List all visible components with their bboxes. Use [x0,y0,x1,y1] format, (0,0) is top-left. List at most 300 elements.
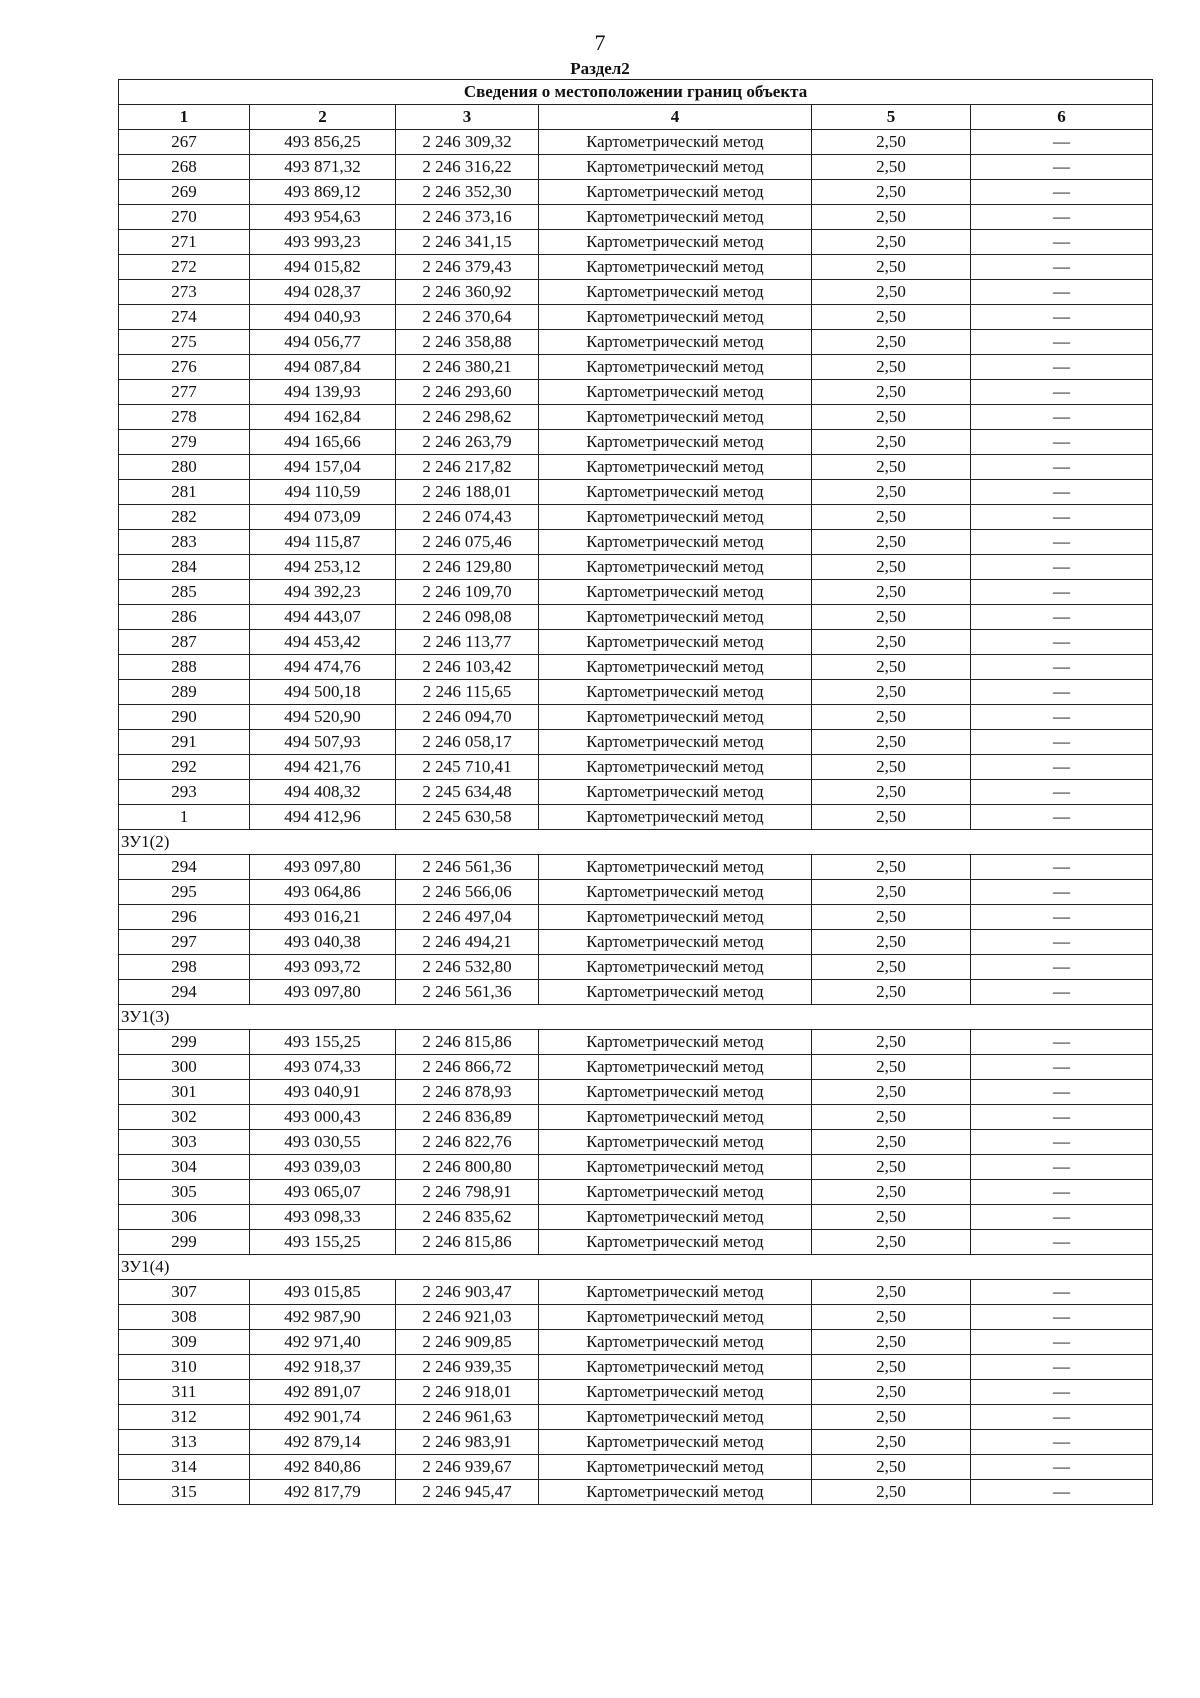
x-coordinate-cell: 494 056,77 [250,330,396,355]
table-row [119,1030,1153,1055]
method-cell: Картометрический метод [539,730,812,755]
description-cell: — [971,1155,1153,1180]
point-number-cell: 307 [119,1280,250,1305]
y-coordinate-cell: 2 246 983,91 [396,1430,539,1455]
accuracy-cell: 2,50 [812,680,971,705]
x-coordinate-cell: 492 918,37 [250,1355,396,1380]
method-cell: Картометрический метод [539,1480,812,1505]
accuracy-cell: 2,50 [812,905,971,930]
x-coordinate-cell: 493 097,80 [250,980,396,1005]
point-number-cell: 292 [119,755,250,780]
y-coordinate-cell: 2 246 494,21 [396,930,539,955]
accuracy-cell: 2,50 [812,505,971,530]
table-caption-row [119,80,1153,105]
x-coordinate-cell: 492 971,40 [250,1330,396,1355]
table-row [119,255,1153,280]
x-coordinate-cell: 493 954,63 [250,205,396,230]
accuracy-cell: 2,50 [812,605,971,630]
table-row [119,805,1153,830]
description-cell: — [971,980,1153,1005]
point-number-cell: 309 [119,1330,250,1355]
accuracy-cell: 2,50 [812,380,971,405]
method-cell: Картометрический метод [539,430,812,455]
description-cell: — [971,1330,1153,1355]
y-coordinate-cell: 2 246 115,65 [396,680,539,705]
table-row [119,355,1153,380]
description-cell: — [971,605,1153,630]
x-coordinate-cell: 493 039,03 [250,1155,396,1180]
y-coordinate-cell: 2 246 835,62 [396,1205,539,1230]
table-body [119,130,1153,1505]
accuracy-cell: 2,50 [812,230,971,255]
accuracy-cell: 2,50 [812,730,971,755]
accuracy-cell: 2,50 [812,1280,971,1305]
table-row [119,180,1153,205]
point-number-cell: 291 [119,730,250,755]
method-cell: Картометрический метод [539,905,812,930]
y-coordinate-cell: 2 246 293,60 [396,380,539,405]
y-coordinate-cell: 2 246 903,47 [396,1280,539,1305]
table-row [119,305,1153,330]
point-number-cell: 287 [119,630,250,655]
x-coordinate-cell: 494 453,42 [250,630,396,655]
accuracy-cell: 2,50 [812,930,971,955]
point-number-cell: 296 [119,905,250,930]
point-number-cell: 299 [119,1030,250,1055]
y-coordinate-cell: 2 246 866,72 [396,1055,539,1080]
table-row [119,980,1153,1005]
description-cell: — [971,330,1153,355]
y-coordinate-cell: 2 246 878,93 [396,1080,539,1105]
table-row [119,580,1153,605]
point-number-cell: 314 [119,1455,250,1480]
table-row [119,1480,1153,1505]
point-number-cell: 271 [119,230,250,255]
description-cell: — [971,405,1153,430]
accuracy-cell: 2,50 [812,305,971,330]
table-row [119,880,1153,905]
table-row [119,905,1153,930]
table-row [119,1455,1153,1480]
table-row [119,930,1153,955]
point-number-cell: 278 [119,405,250,430]
point-number-cell: 299 [119,1230,250,1255]
x-coordinate-cell: 493 155,25 [250,1230,396,1255]
description-cell: — [971,755,1153,780]
accuracy-cell: 2,50 [812,480,971,505]
point-number-cell: 283 [119,530,250,555]
accuracy-cell: 2,50 [812,1080,971,1105]
accuracy-cell: 2,50 [812,580,971,605]
y-coordinate-cell: 2 246 822,76 [396,1130,539,1155]
method-cell: Картометрический метод [539,880,812,905]
point-number-cell: 286 [119,605,250,630]
table-row [119,280,1153,305]
description-cell: — [971,455,1153,480]
description-cell: — [971,880,1153,905]
table-row [119,605,1153,630]
description-cell: — [971,705,1153,730]
table-row [119,230,1153,255]
table-row [119,555,1153,580]
x-coordinate-cell: 494 421,76 [250,755,396,780]
group-label: ЗУ1(4) [119,1255,1153,1280]
accuracy-cell: 2,50 [812,1230,971,1255]
accuracy-cell: 2,50 [812,430,971,455]
point-number-cell: 294 [119,855,250,880]
point-number-cell: 281 [119,480,250,505]
table-row [119,1130,1153,1155]
description-cell: — [971,1105,1153,1130]
method-cell: Картометрический метод [539,1130,812,1155]
method-cell: Картометрический метод [539,1030,812,1055]
table-row [119,1380,1153,1405]
accuracy-cell: 2,50 [812,705,971,730]
y-coordinate-cell: 2 246 961,63 [396,1405,539,1430]
description-cell: — [971,905,1153,930]
point-number-cell: 288 [119,655,250,680]
accuracy-cell: 2,50 [812,180,971,205]
x-coordinate-cell: 493 097,80 [250,855,396,880]
point-number-cell: 313 [119,1430,250,1455]
point-number-cell: 275 [119,330,250,355]
method-cell: Картометрический метод [539,480,812,505]
method-cell: Картометрический метод [539,1105,812,1130]
method-cell: Картометрический метод [539,380,812,405]
point-number-cell: 280 [119,455,250,480]
table-row [119,1330,1153,1355]
description-cell: — [971,205,1153,230]
y-coordinate-cell: 2 246 909,85 [396,1330,539,1355]
x-coordinate-cell: 492 901,74 [250,1405,396,1430]
description-cell: — [971,555,1153,580]
description-cell: — [971,1455,1153,1480]
table-row [119,205,1153,230]
y-coordinate-cell: 2 246 058,17 [396,730,539,755]
table-row [119,1055,1153,1080]
table-row [119,655,1153,680]
accuracy-cell: 2,50 [812,1205,971,1230]
method-cell: Картометрический метод [539,855,812,880]
x-coordinate-cell: 493 000,43 [250,1105,396,1130]
point-number-cell: 295 [119,880,250,905]
accuracy-cell: 2,50 [812,980,971,1005]
y-coordinate-cell: 2 246 379,43 [396,255,539,280]
x-coordinate-cell: 493 871,32 [250,155,396,180]
method-cell: Картометрический метод [539,155,812,180]
x-coordinate-cell: 494 412,96 [250,805,396,830]
accuracy-cell: 2,50 [812,355,971,380]
accuracy-cell: 2,50 [812,1155,971,1180]
description-cell: — [971,180,1153,205]
method-cell: Картометрический метод [539,580,812,605]
accuracy-cell: 2,50 [812,655,971,680]
accuracy-cell: 2,50 [812,1455,971,1480]
x-coordinate-cell: 494 015,82 [250,255,396,280]
y-coordinate-cell: 2 246 129,80 [396,555,539,580]
y-coordinate-cell: 2 246 370,64 [396,305,539,330]
description-cell: — [971,1205,1153,1230]
method-cell: Картометрический метод [539,455,812,480]
accuracy-cell: 2,50 [812,405,971,430]
y-coordinate-cell: 2 246 263,79 [396,430,539,455]
x-coordinate-cell: 493 093,72 [250,955,396,980]
x-coordinate-cell: 494 110,59 [250,480,396,505]
description-cell: — [971,805,1153,830]
table-row [119,380,1153,405]
accuracy-cell: 2,50 [812,1330,971,1355]
page-number: 7 [594,30,606,55]
accuracy-cell: 2,50 [812,155,971,180]
description-cell: — [971,1230,1153,1255]
x-coordinate-cell: 493 065,07 [250,1180,396,1205]
method-cell: Картометрический метод [539,130,812,155]
point-number-cell: 306 [119,1205,250,1230]
description-cell: — [971,730,1153,755]
accuracy-cell: 2,50 [812,805,971,830]
table-row [119,455,1153,480]
point-number-cell: 273 [119,280,250,305]
description-cell: — [971,155,1153,180]
description-cell: — [971,530,1153,555]
y-coordinate-cell: 2 246 360,92 [396,280,539,305]
column-header: 5 [812,105,971,130]
accuracy-cell: 2,50 [812,330,971,355]
x-coordinate-cell: 493 993,23 [250,230,396,255]
x-coordinate-cell: 494 162,84 [250,405,396,430]
point-number-cell: 298 [119,955,250,980]
column-number-row [119,105,1153,130]
x-coordinate-cell: 492 817,79 [250,1480,396,1505]
table-row [119,430,1153,455]
x-coordinate-cell: 494 115,87 [250,530,396,555]
column-header: 4 [539,105,812,130]
table-row [119,755,1153,780]
y-coordinate-cell: 2 246 358,88 [396,330,539,355]
accuracy-cell: 2,50 [812,880,971,905]
point-number-cell: 304 [119,1155,250,1180]
x-coordinate-cell: 493 040,38 [250,930,396,955]
table-row [119,480,1153,505]
x-coordinate-cell: 493 015,85 [250,1280,396,1305]
accuracy-cell: 2,50 [812,130,971,155]
point-number-cell: 270 [119,205,250,230]
y-coordinate-cell: 2 246 836,89 [396,1105,539,1130]
table-row [119,780,1153,805]
accuracy-cell: 2,50 [812,1380,971,1405]
point-number-cell: 293 [119,780,250,805]
accuracy-cell: 2,50 [812,1305,971,1330]
method-cell: Картометрический метод [539,680,812,705]
y-coordinate-cell: 2 246 109,70 [396,580,539,605]
accuracy-cell: 2,50 [812,280,971,305]
y-coordinate-cell: 2 246 798,91 [396,1180,539,1205]
point-number-cell: 310 [119,1355,250,1380]
x-coordinate-cell: 493 074,33 [250,1055,396,1080]
x-coordinate-cell: 494 500,18 [250,680,396,705]
x-coordinate-cell: 494 087,84 [250,355,396,380]
section-title: Раздел2 [570,59,630,78]
method-cell: Картометрический метод [539,205,812,230]
method-cell: Картометрический метод [539,655,812,680]
method-cell: Картометрический метод [539,1405,812,1430]
description-cell: — [971,930,1153,955]
accuracy-cell: 2,50 [812,1055,971,1080]
y-coordinate-cell: 2 246 945,47 [396,1480,539,1505]
group-label: ЗУ1(2) [119,830,1153,855]
point-number-cell: 302 [119,1105,250,1130]
y-coordinate-cell: 2 246 373,16 [396,205,539,230]
table-row [119,1405,1153,1430]
method-cell: Картометрический метод [539,630,812,655]
table-row [119,1155,1153,1180]
y-coordinate-cell: 2 246 217,82 [396,455,539,480]
y-coordinate-cell: 2 246 098,08 [396,605,539,630]
table-row [119,405,1153,430]
accuracy-cell: 2,50 [812,1355,971,1380]
accuracy-cell: 2,50 [812,630,971,655]
column-header: 6 [971,105,1153,130]
description-cell: — [971,630,1153,655]
y-coordinate-cell: 2 246 380,21 [396,355,539,380]
y-coordinate-cell: 2 246 561,36 [396,980,539,1005]
description-cell: — [971,480,1153,505]
description-cell: — [971,1180,1153,1205]
x-coordinate-cell: 494 028,37 [250,280,396,305]
table-row [119,505,1153,530]
method-cell: Картометрический метод [539,355,812,380]
method-cell: Картометрический метод [539,1305,812,1330]
method-cell: Картометрический метод [539,1155,812,1180]
y-coordinate-cell: 2 245 710,41 [396,755,539,780]
x-coordinate-cell: 493 155,25 [250,1030,396,1055]
description-cell: — [971,580,1153,605]
accuracy-cell: 2,50 [812,1130,971,1155]
description-cell: — [971,130,1153,155]
y-coordinate-cell: 2 246 800,80 [396,1155,539,1180]
table-row [119,855,1153,880]
x-coordinate-cell: 492 987,90 [250,1305,396,1330]
point-number-cell: 289 [119,680,250,705]
method-cell: Картометрический метод [539,955,812,980]
table-row [119,1280,1153,1305]
point-number-cell: 285 [119,580,250,605]
point-number-cell: 274 [119,305,250,330]
column-header: 2 [250,105,396,130]
method-cell: Картометрический метод [539,405,812,430]
point-number-cell: 308 [119,1305,250,1330]
y-coordinate-cell: 2 245 630,58 [396,805,539,830]
description-cell: — [971,1030,1153,1055]
point-number-cell: 312 [119,1405,250,1430]
point-number-cell: 1 [119,805,250,830]
x-coordinate-cell: 493 040,91 [250,1080,396,1105]
table-row [119,705,1153,730]
accuracy-cell: 2,50 [812,530,971,555]
table-row [119,1105,1153,1130]
point-number-cell: 284 [119,555,250,580]
description-cell: — [971,1130,1153,1155]
x-coordinate-cell: 493 869,12 [250,180,396,205]
method-cell: Картометрический метод [539,255,812,280]
description-cell: — [971,680,1153,705]
y-coordinate-cell: 2 246 566,06 [396,880,539,905]
y-coordinate-cell: 2 245 634,48 [396,780,539,805]
table-row [119,1230,1153,1255]
table-row [119,1430,1153,1455]
x-coordinate-cell: 494 165,66 [250,430,396,455]
x-coordinate-cell: 493 064,86 [250,880,396,905]
table-row [119,130,1153,155]
accuracy-cell: 2,50 [812,755,971,780]
method-cell: Картометрический метод [539,1380,812,1405]
description-cell: — [971,1055,1153,1080]
x-coordinate-cell: 492 891,07 [250,1380,396,1405]
table-row [119,155,1153,180]
method-cell: Картометрический метод [539,530,812,555]
method-cell: Картометрический метод [539,1280,812,1305]
description-cell: — [971,1355,1153,1380]
description-cell: — [971,1380,1153,1405]
method-cell: Картометрический метод [539,1055,812,1080]
x-coordinate-cell: 494 507,93 [250,730,396,755]
table-row [119,330,1153,355]
method-cell: Картометрический метод [539,555,812,580]
column-header: 3 [396,105,539,130]
y-coordinate-cell: 2 246 921,03 [396,1305,539,1330]
table-row [119,1205,1153,1230]
method-cell: Картометрический метод [539,705,812,730]
method-cell: Картометрический метод [539,780,812,805]
description-cell: — [971,280,1153,305]
y-coordinate-cell: 2 246 918,01 [396,1380,539,1405]
description-cell: — [971,430,1153,455]
accuracy-cell: 2,50 [812,1030,971,1055]
group-header-row [119,1255,1153,1280]
y-coordinate-cell: 2 246 103,42 [396,655,539,680]
description-cell: — [971,230,1153,255]
table-row [119,630,1153,655]
x-coordinate-cell: 494 073,09 [250,505,396,530]
group-header-row [119,830,1153,855]
description-cell: — [971,505,1153,530]
method-cell: Картометрический метод [539,1330,812,1355]
description-cell: — [971,1280,1153,1305]
y-coordinate-cell: 2 246 188,01 [396,480,539,505]
x-coordinate-cell: 493 856,25 [250,130,396,155]
y-coordinate-cell: 2 246 309,32 [396,130,539,155]
x-coordinate-cell: 494 392,23 [250,580,396,605]
accuracy-cell: 2,50 [812,955,971,980]
method-cell: Картометрический метод [539,230,812,255]
description-cell: — [971,355,1153,380]
point-number-cell: 294 [119,980,250,1005]
y-coordinate-cell: 2 246 075,46 [396,530,539,555]
method-cell: Картометрический метод [539,980,812,1005]
y-coordinate-cell: 2 246 939,35 [396,1355,539,1380]
table-row [119,1080,1153,1105]
point-number-cell: 276 [119,355,250,380]
method-cell: Картометрический метод [539,305,812,330]
y-coordinate-cell: 2 246 561,36 [396,855,539,880]
description-cell: — [971,1305,1153,1330]
table-row [119,1305,1153,1330]
point-number-cell: 297 [119,930,250,955]
method-cell: Картометрический метод [539,1430,812,1455]
y-coordinate-cell: 2 246 074,43 [396,505,539,530]
column-header: 1 [119,105,250,130]
description-cell: — [971,1480,1153,1505]
